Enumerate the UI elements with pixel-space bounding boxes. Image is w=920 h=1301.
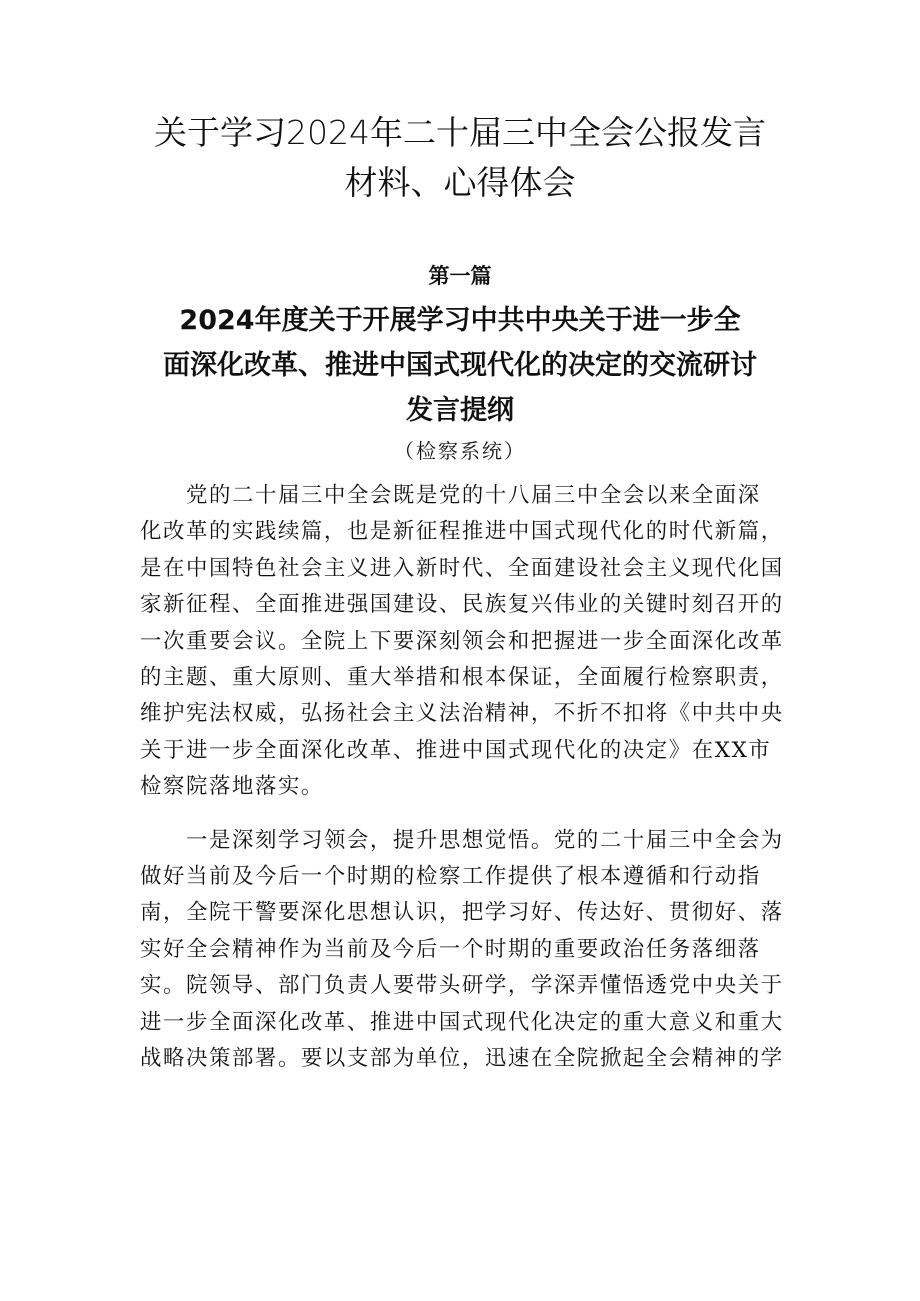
- section-title: [0, 298, 920, 433]
- paragraph-line: 检察院落地落实。: [140, 774, 324, 800]
- section-subtitle: （检察系统）: [394, 439, 526, 463]
- section-title-line: 2024年度关于开展学习中共中央关于进一步全: [179, 305, 741, 336]
- paragraph-line: 关于进一步全面深化改革、推进中国式现代化的决定》在XX市: [140, 737, 772, 763]
- section-label: 第一篇: [428, 263, 492, 288]
- paragraph-line: 一是深刻学习领会，提升思想觉悟。党的二十届三中全会为: [186, 827, 784, 853]
- paragraph-line: 战略决策部署。要以支部为单位，迅速在全院掀起全会精神的学: [140, 1046, 784, 1072]
- paragraph-line: 的主题、重大原则、重大举措和根本保证，全面履行检察职责，: [140, 665, 784, 691]
- paragraph-point-one: [140, 823, 784, 1078]
- paragraph-line: 党的二十届三中全会既是党的十八届三中全会以来全面深: [186, 483, 761, 508]
- document-title-line: 材料、心得体会: [344, 163, 576, 202]
- paragraph-line: 化改革的实践续篇，也是新征程推进中国式现代化的时代新篇，: [140, 519, 784, 545]
- body-text: [140, 478, 784, 1078]
- paragraph-spacer: [140, 806, 784, 823]
- paragraph-line: 南，全院干警要深化思想认识，把学习好、传达好、贯彻好、落: [140, 900, 784, 926]
- document-title-line: 关于学习2024年二十届三中全会公报发言: [154, 113, 766, 152]
- paragraph-line: 维护宪法权威，弘扬社会主义法治精神，不折不扣将《中共中央: [140, 701, 784, 727]
- paragraph-line: 进一步全面深化改革、推进中国式现代化决定的重大意义和重大: [140, 1009, 784, 1035]
- paragraph-intro: [140, 478, 784, 806]
- paragraph-line: 家新征程、全面推进强国建设、民族复兴伟业的关键时刻召开的: [140, 592, 784, 618]
- paragraph-line: 做好当前及今后一个时期的检察工作提供了根本遵循和行动指: [140, 864, 761, 890]
- section-title-line: 面深化改革、推进中国式现代化的决定的交流研讨: [163, 350, 757, 381]
- paragraph-line: 是在中国特色社会主义进入新时代、全面建设社会主义现代化国: [140, 555, 784, 581]
- paragraph-line: 实。院领导、部门负责人要带头研学，学深弄懂悟透党中央关于: [140, 973, 784, 999]
- section-title-line: 发言提纲: [406, 395, 514, 426]
- paragraph-line: 一次重要会议。全院上下要深刻领会和把握进一步全面深化改革: [140, 628, 784, 654]
- document-title: [0, 108, 920, 208]
- paragraph-line: 实好全会精神作为当前及今后一个时期的重要政治任务落细落: [140, 936, 761, 962]
